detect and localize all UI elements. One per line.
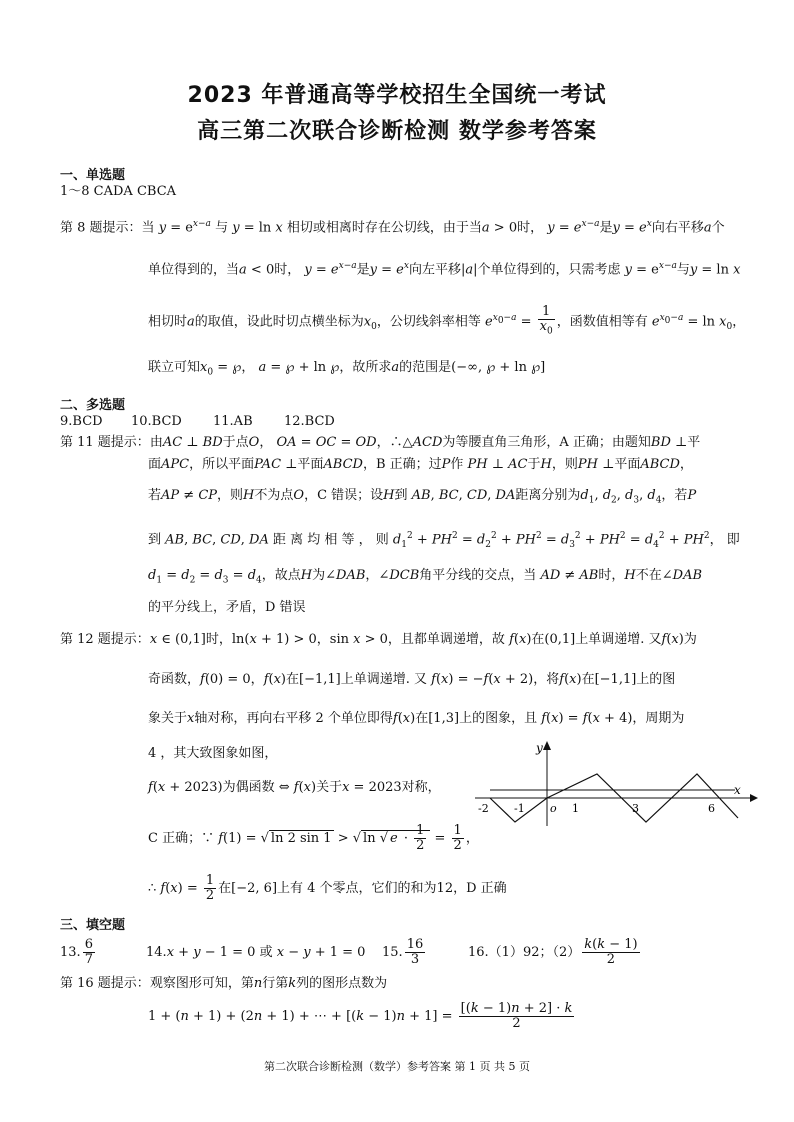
page-footer: 第二次联合诊断检测（数学）参考答案 第 1 页 共 5 页 <box>264 1060 530 1073</box>
answer-14: 14.x + y − 1 = 0 或 x − y + 1 = 0 <box>146 945 366 960</box>
answer-13: 13. $\frac{6}{7}$ <box>60 937 93 967</box>
q12-line1: 第 12 题提示：x ∈ (0,1]时，ln(x + 1) > 0，sin x > 0，且都单调递增，故 f(x)在(0,1]上单调递增. 又f(x)为 <box>60 632 697 647</box>
q12-line2: 奇函数，f(0) = 0，f(x)在[−1,1]上单调递增. 又 f(x) = −f(x + 2)，将f(x)在[−1,1]上的图 <box>148 672 676 687</box>
q12-line3: 象关于x轴对称，再向右平移 2 个单位即得f(x)在[1,3]上的图象，且 f(x) = f(x + 4)，周期为 <box>148 711 685 726</box>
q11-line4: 到 AB, BC, CD, DA 距 离 均 相 等 ， 则 $d_1^2 + PH^2 = d_2^2 + PH^2 = d_3^2 + PH^2 = d_4^2 + PH^2$， 即 <box>148 531 740 550</box>
q16-line1: 第 16 题提示：观察图形可知，第n行第k列的图形点数为 <box>60 976 388 991</box>
tick-label-1: 1 <box>572 802 579 815</box>
single-choice-answers: 1～8 CADA CBCA <box>60 184 177 199</box>
q8-line2: 单位得到的，当a < 0时， $y = e^{x-a}$是$y = e^x$向左平移|a|个单位得到的，只需考虑 $y = e^{x-a}$与y = ln x <box>148 261 741 278</box>
answer-15: 15. $\frac{16}{3}$ <box>382 937 424 967</box>
q12-line5: f(x + 2023)为偶函数 ⇔ f(x)关于x = 2023对称， <box>148 780 441 795</box>
section-single-choice: 一、单选题 <box>60 168 126 183</box>
doc-subtitle: 高三第二次联合诊断检测 数学参考答案 <box>197 119 597 144</box>
tick-label-6: 6 <box>708 802 715 815</box>
y-axis-arrow <box>543 741 551 750</box>
tick-label-3: 3 <box>632 802 639 815</box>
origin-label: o <box>550 802 557 815</box>
answer-11: 11.AB <box>213 414 253 429</box>
q11-line6: 的平分线上，矛盾，D 错误 <box>148 600 306 615</box>
section-fill-in: 三、填空题 <box>60 918 126 933</box>
answer-10: 10.BCD <box>131 414 182 429</box>
section-multi-choice: 二、多选题 <box>60 398 126 413</box>
q8-line1: 第 8 题提示：当 $y = e^{x-a}$ 与 y = ln x 相切或相离时存在公切线，由于当a > 0时， $y = e^{x-a}$是$y = e^x$向右平移a个 <box>60 219 725 236</box>
q8-line4: 联立可知$x_0$ = ℘， a = ℘ + ln ℘，故所求a的范围是(−∞, ℘ + ln ℘] <box>148 360 546 378</box>
tick-label--2: -2 <box>478 802 489 815</box>
x-axis-label: x <box>734 783 741 797</box>
answer-12: 12.BCD <box>284 414 335 429</box>
q11-line3: 若AP ≠ CP，则H不为点O，C 错误；设H到 AB, BC, CD, DA距离分别为$d_1$, $d_2$, $d_3$, $d_4$，若P <box>148 488 697 506</box>
q11-line1: 第 11 题提示：由AC ⊥ BD于点O， OA = OC = OD，∴△ACD为等腰直角三角形，A 正确；由题知BD ⊥平 <box>60 435 701 450</box>
q8-line3: 相切时a的取值，设此时切点横坐标为$x_0$，公切线斜率相等 $e^{x_0-a}$ = $\frac{1}{x_0}$ ，函数值相等有 $e^{x_0-a} = \ln x_0$， <box>148 304 746 337</box>
answer-9: 9.BCD <box>60 414 103 429</box>
y-axis-label: y <box>536 741 543 755</box>
doc-title: 2023 年普通高等学校招生全国统一考试 <box>187 83 607 108</box>
q11-line5: $d_1 = d_2 = d_3 = d_4$，故点H为∠DAB，∠DCB角平分线的交点，当 AD ≠ AB时，H不在∠DAB <box>148 568 703 586</box>
q16-formula: 1 + (n + 1) + (2n + 1) + ⋯ + [(k − 1)n + 1] = $\frac{[(k - 1)n + 2] \cdot k}{2}$ <box>148 1001 573 1031</box>
q12-line7: ∴ f(x) = $\frac{1}{2}$ 在[−2, 6]上有 4 个零点，它们的和为12，D 正确 <box>148 873 507 903</box>
q11-line2: 面APC，所以平面PAC ⊥平面ABCD，B 正确；过P作 PH ⊥ AC于H，则PH ⊥平面ABCD， <box>148 457 693 472</box>
tick-label--1: -1 <box>514 802 525 815</box>
x-axis-arrow <box>750 794 758 802</box>
periodic-function-graph <box>470 738 760 828</box>
q12-line6: C 正确；∵ f(1) = √ ln 2 sin 1 > √ ln √ e · $\frac{1}{2}$ = $\frac{1}{2}$ ， <box>148 823 479 853</box>
q12-line4: 4 ，其大致图象如图， <box>148 746 278 761</box>
answer-16: 16.（1）92；（2） $\frac{k(k - 1)}{2}$ <box>468 937 638 967</box>
